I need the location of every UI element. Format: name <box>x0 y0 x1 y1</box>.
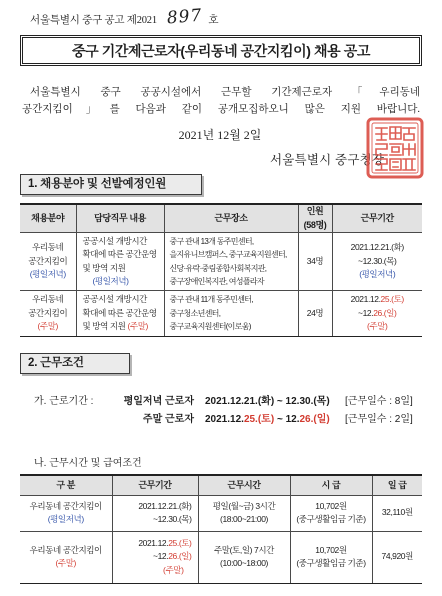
cell-field <box>20 233 76 291</box>
field-tag: (주말) <box>37 321 58 332</box>
hours-line: 평일(월~금) 3시간 <box>212 500 276 511</box>
col-header-type: 구 분 <box>20 475 112 495</box>
weekend-date-highlight: 26.(일) <box>299 414 330 425</box>
cell-duty <box>76 233 164 291</box>
period-highlight: 25.(토) <box>380 294 404 305</box>
hourly-wage: 10,702원 <box>315 544 347 555</box>
announcement-suffix: 호 <box>208 15 219 26</box>
section-heading-conditions: 2. 근무조건 <box>20 353 130 374</box>
duty-tag: (평일저녁) <box>92 276 129 286</box>
place-line: 중구 관내 13개 동주민센터, <box>169 236 254 246</box>
table-row <box>20 233 422 291</box>
table-row <box>20 291 422 337</box>
period-line: 2021.12.21.(화) <box>138 500 192 511</box>
table-row <box>20 531 422 583</box>
intro-paragraph <box>22 84 420 118</box>
col-header-daily: 일 급 <box>372 475 422 495</box>
hours-line: 주말(토,일) 7시간 <box>214 544 274 555</box>
cell-place <box>164 233 298 291</box>
col-header-duty: 담당직무 내용 <box>76 204 164 233</box>
signer: 서울특별시 중구청장 <box>270 153 385 167</box>
duty-line: 및 방역 지원 <box>82 262 126 273</box>
period-highlight: 25.(토) <box>168 537 192 548</box>
col-header-place: 근무장소 <box>164 204 298 233</box>
type-tag: (평일저녁) <box>47 514 84 524</box>
field-tag: (평일저녁) <box>29 269 66 280</box>
period-line: ~12.30.(목) <box>153 514 192 524</box>
period-line <box>335 293 421 307</box>
intro-line-2: 공간지킴이」를 다음과 같이 공개모집하오니 많은 지원 바랍니다. <box>22 104 420 115</box>
hourly-basis: (중구생활임금 기준) <box>296 514 366 524</box>
table-header-row <box>20 204 422 233</box>
type-line: 우리동네 공간지킴이 <box>29 544 102 555</box>
period-line <box>115 537 192 551</box>
recruitment-table <box>20 203 422 337</box>
announcement-prefix: 서울특별시 중구 공고 제2021 <box>30 15 157 26</box>
place-line: 중구 관내 11개 동주민센터, <box>169 295 253 305</box>
weekend-days: [근무일수 : 2일] <box>345 414 413 425</box>
weekday-days: [근무일수 : 8일] <box>345 396 413 407</box>
col-header-field: 채용분야 <box>20 204 76 233</box>
table-header-row <box>20 475 422 495</box>
col-header-period: 근무기간 <box>112 475 198 495</box>
weekend-date-part: 2021.12. <box>205 414 244 425</box>
cell-period <box>332 233 422 291</box>
work-period-label: 가. 근로기간 : <box>34 396 94 407</box>
period-highlight: 26.(일) <box>373 307 397 318</box>
table-row <box>20 495 422 531</box>
pay-table <box>20 474 422 584</box>
hourly-basis: (중구생활임금 기준) <box>296 558 366 568</box>
cell-hourly <box>290 495 372 531</box>
announcement-number <box>30 5 219 29</box>
period-text: 2021.12. <box>138 537 169 548</box>
duty-line <box>83 320 162 334</box>
field-line: 우리동네 <box>32 294 64 305</box>
document-title: 중구 기간제근로자(우리동네 공간지킴이) 채용 공고 <box>71 42 371 59</box>
cell-type <box>20 531 112 583</box>
weekday-dates: 2021.12.21.(화) ~ 12.30.(목) <box>205 396 330 407</box>
cell-field <box>20 291 76 337</box>
type-line: 우리동네 공간지킴이 <box>29 500 102 511</box>
period-highlight: 26.(일) <box>168 551 192 562</box>
hours-line: (18:00~21:00) <box>220 514 268 524</box>
field-line: 우리동네 <box>32 242 64 253</box>
place-line: 중구장애인복지관, 여성플라자 <box>169 277 264 286</box>
cell-place <box>164 291 298 337</box>
period-tag: (주말) <box>367 321 388 332</box>
period-text: 2021.12. <box>350 294 381 305</box>
type-tag: (주말) <box>55 558 76 568</box>
col-header-count <box>298 204 332 233</box>
cell-period <box>332 291 422 337</box>
cell-daily: 32,110원 <box>372 495 422 531</box>
period-tag: (주말) <box>163 564 184 575</box>
period-line: ~12.30.(목) <box>358 255 397 266</box>
period-line <box>115 550 192 564</box>
period-line <box>335 307 421 321</box>
duty-text: 및 방역 지원 <box>82 321 126 332</box>
col-header-hourly: 시 급 <box>290 475 372 495</box>
duty-tag: (주말) <box>127 321 148 332</box>
place-line: 중구교육지원센터(이로움) <box>169 322 251 332</box>
intro-line-1: 서울특별시 중구 공공시설에서 근무할 기간제근로자 「우리동네 <box>30 87 420 98</box>
place-line: 신당·유락·중림종합사회복지관, <box>169 263 267 273</box>
field-line: 공간지킴이 <box>28 255 68 266</box>
hours-line: (10:00~18:00) <box>220 558 268 568</box>
cell-period <box>112 495 198 531</box>
handwritten-number: 897 <box>166 5 204 29</box>
announcement-date: 2021년 12월 2일 <box>178 128 262 142</box>
cell-count: 34명 <box>298 233 332 291</box>
period-line: 2021.12.21.(화) <box>350 242 404 253</box>
duty-line: 공공시설 개방시간 <box>82 294 147 305</box>
cell-count: 24명 <box>298 291 332 337</box>
weekend-dates <box>205 410 330 425</box>
weekday-worker-label: 평일저녁 근로자 <box>123 396 194 407</box>
period-text: ~12. <box>153 551 169 562</box>
hourly-wage: 10,702원 <box>315 500 347 511</box>
weekend-date-part: ~ 12. <box>274 414 300 425</box>
count-label: 인원 <box>306 206 324 216</box>
period-text: ~12. <box>358 307 374 318</box>
count-total: (58명) <box>303 219 327 230</box>
cell-hourly <box>290 531 372 583</box>
col-header-hours: 근무시간 <box>198 475 290 495</box>
weekend-worker-label: 주말 근로자 <box>142 414 194 425</box>
pay-conditions-label: 나. 근무시간 및 급여조건 <box>34 458 142 469</box>
field-line: 공간지킴이 <box>28 307 68 318</box>
duty-line: 공공시설 개방시간 <box>82 235 147 246</box>
cell-hours <box>198 531 290 583</box>
section-heading-recruitment: 1. 채용분야 및 선발예정인원 <box>20 174 202 195</box>
official-seal <box>366 117 424 179</box>
duty-line: 확대에 따른 공간운영 <box>82 307 157 318</box>
title-box <box>20 35 422 66</box>
col-header-period: 근무기간 <box>332 204 422 233</box>
duty-line: 확대에 따른 공간운영 <box>82 249 157 259</box>
weekend-date-highlight: 25.(토) <box>243 414 275 425</box>
cell-duty <box>76 291 164 337</box>
cell-period <box>112 531 198 583</box>
place-line: 중구청소년센터, <box>169 308 221 318</box>
cell-type <box>20 495 112 531</box>
period-tag: (평일저녁) <box>359 269 396 280</box>
place-line: 을지유니브캠퍼스, 중구교육지원센터, <box>169 250 287 259</box>
cell-daily: 74,920원 <box>372 531 422 583</box>
cell-hours <box>198 495 290 531</box>
